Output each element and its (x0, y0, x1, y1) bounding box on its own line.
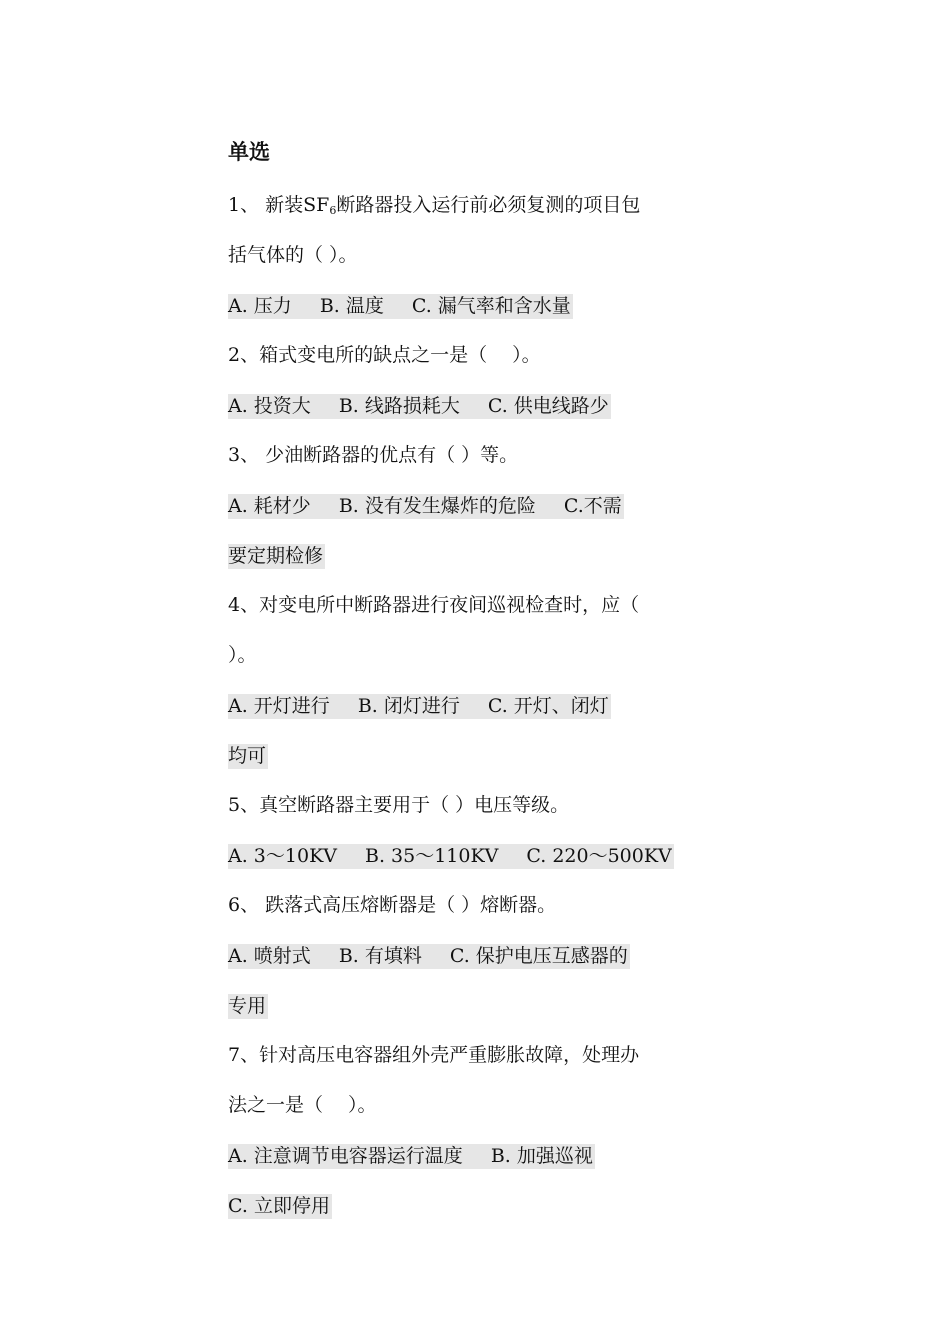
question-1-formula-base: SF (303, 194, 330, 216)
question-1-options (228, 280, 728, 330)
question-3-options (228, 480, 728, 530)
question-1-line-2: 括气体的（ ）。 (228, 244, 358, 266)
question-6-options-cont (228, 980, 728, 1030)
question-4-option-b: B. 闭灯进行 (357, 694, 460, 717)
question-7-option-c: C. 立即停用 (228, 1194, 330, 1217)
question-1-text-b: 断路器投入运行前必须复测的项目包 (336, 194, 641, 216)
question-4-options-cont (228, 730, 728, 780)
question-5-option-a: A. 3～10KV (228, 844, 337, 867)
question-2-option-c: C. 供电线路少 (487, 394, 609, 417)
document-content (228, 130, 728, 1230)
question-1-option-c: C. 漏气率和含水量 (411, 294, 571, 317)
question-2-option-b: B. 线路损耗大 (338, 394, 460, 417)
question-5-options (228, 830, 728, 880)
question-6-option-c-cont: 专用 (228, 994, 267, 1017)
question-4-option-c-cont: 均可 (228, 744, 267, 767)
question-1-option-a: A. 压力 (228, 294, 292, 317)
question-3-option-a: A. 耗材少 (228, 494, 311, 517)
question-1-text-a: 1、 新装 (228, 194, 304, 216)
question-6-option-b: B. 有填料 (338, 944, 422, 967)
question-6-option-c: C. 保护电压互感器的 (449, 944, 628, 967)
question-3-option-c-cont: 要定期检修 (228, 544, 324, 567)
question-3-option-c: C.不需 (563, 494, 622, 517)
question-1-option-b: B. 温度 (319, 294, 384, 317)
question-5-line-1: 5、真空断路器主要用于（ ）电压等级。 (228, 794, 570, 816)
question-7-options-cont (228, 1180, 728, 1230)
question-3-line-1: 3、 少油断路器的优点有（ ）等。 (228, 444, 519, 466)
question-4-options (228, 680, 728, 730)
question-4-line-2: ）。 (228, 644, 257, 666)
question-7-line-2: 法之一是（ ）。 (228, 1094, 377, 1116)
question-2-options (228, 380, 728, 430)
question-7-option-a: A. 注意调节电容器运行温度 (228, 1144, 463, 1167)
question-7-options (228, 1130, 728, 1180)
question-7-option-b: B. 加强巡视 (490, 1144, 593, 1167)
question-6-options (228, 930, 728, 980)
question-5-option-c: C. 220～500KV (526, 844, 672, 867)
question-7-line-1: 7、针对高压电容器组外壳严重膨胀故障，处理办 (228, 1044, 640, 1066)
question-2-option-a: A. 投资大 (228, 394, 311, 417)
question-4-option-c: C. 开灯、闭灯 (487, 694, 609, 717)
question-6-line-1: 6、 跌落式高压熔断器是（ ）熔断器。 (228, 894, 557, 916)
section-title: 单选 (228, 140, 270, 164)
question-1-line-1 (228, 180, 728, 230)
question-4-option-a: A. 开灯进行 (228, 694, 330, 717)
question-2-line-1: 2、箱式变电所的缺点之一是（ ）。 (228, 344, 541, 366)
question-4-line-1: 4、对变电所中断路器进行夜间巡视检查时，应（ (228, 594, 640, 616)
question-1-formula-sub: 6 (329, 204, 337, 217)
question-3-options-cont (228, 530, 728, 580)
question-6-option-a: A. 喷射式 (228, 944, 311, 967)
question-3-option-b: B. 没有发生爆炸的危险 (338, 494, 536, 517)
question-5-option-b: B. 35～110KV (364, 844, 499, 867)
